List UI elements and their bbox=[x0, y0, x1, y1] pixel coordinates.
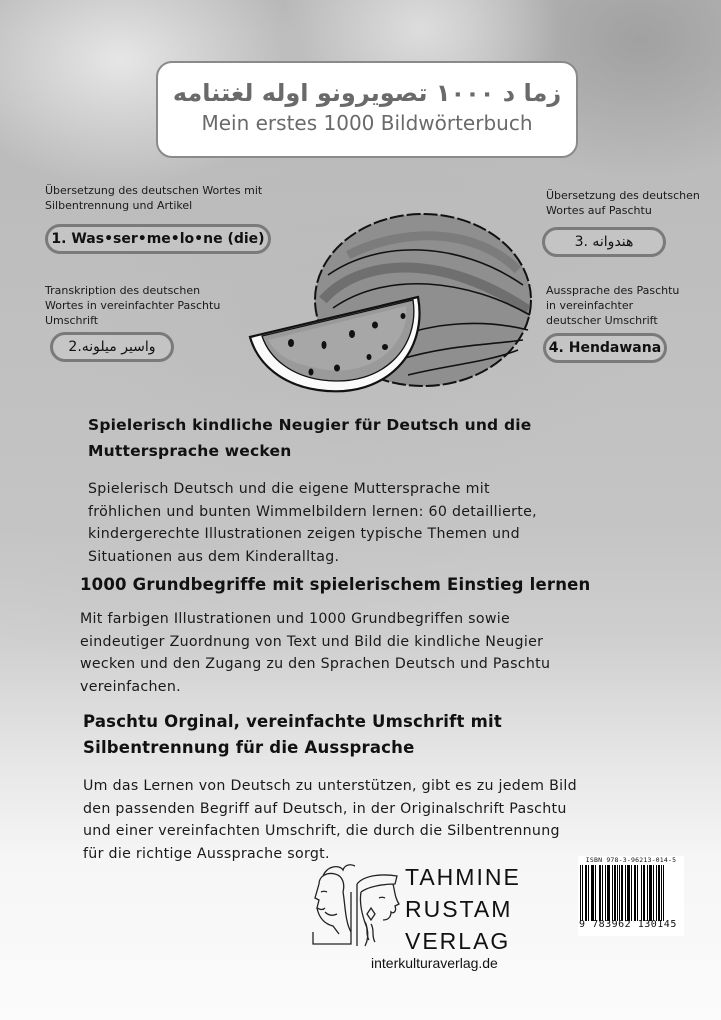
isbn-barcode bbox=[578, 856, 684, 936]
title-german: Mein erstes 1000 Bildwörterbuch bbox=[201, 111, 533, 135]
section-heading: 1000 Grundbegriffe mit spielerischem Einstieg lernen bbox=[80, 575, 591, 594]
section-pronunciation bbox=[83, 709, 718, 865]
pill-pashto-word: 3. هندوانه bbox=[542, 227, 666, 257]
publisher-logo-faces-icon bbox=[305, 862, 405, 948]
section-heading: Paschtu Orginal, vereinfachte Umschrift mit Silbentrennung für die Aussprache bbox=[83, 712, 502, 757]
watermelon-illustration-icon bbox=[238, 200, 538, 400]
section-body: Spielerisch Deutsch und die eigene Muttersprache mit fröhlichen und bunten Wimmelbildern lernen: 60 detaillierte, kindergerechte Illustrationen zeigen typische Themen und Situationen aus dem Kinderalltag. bbox=[88, 481, 537, 565]
caption-pashto-transcription: Transkription des deutschen Wortes in vereinfachter Paschtu Umschrift bbox=[45, 284, 221, 327]
title-card bbox=[156, 61, 578, 158]
section-heading: Spielerisch kindliche Neugier für Deutsch und die Muttersprache wecken bbox=[88, 416, 532, 460]
pill-pashto-transcription: 2.واسیر میلونه bbox=[50, 332, 174, 362]
isbn-digits: 9 783962 130145 bbox=[579, 919, 677, 930]
section-body: Mit farbigen Illustrationen und 1000 Grundbegriffen sowie eindeutiger Zuordnung von Text und Bild die kindliche Neugier wecken und den Zugang zu den Sprachen Deutsch und Paschtu vereinfachen. bbox=[80, 611, 551, 695]
section-curiosity bbox=[88, 412, 688, 568]
section-basic-terms bbox=[80, 572, 710, 698]
pill-pronunciation: 4. Hendawana bbox=[543, 333, 667, 363]
isbn-label: ISBN 978-3-96213-014-5 bbox=[585, 856, 677, 864]
barcode-bars-icon bbox=[580, 865, 682, 921]
caption-german-translation: Übersetzung des deutschen Wortes mit Silbentrennung und Artikel bbox=[45, 184, 263, 212]
section-body: Um das Lernen von Deutsch zu unterstützen, gibt es zu jedem Bild den passenden Begriff auf Deutsch, in der Originalschrift Paschtu und einer vereinfachten Umschrift, die durch die Silbentrennung für die richtige Aussprache sorgt. bbox=[83, 778, 577, 862]
caption-pashto-translation: Übersetzung des deutschen Wortes auf Paschtu bbox=[546, 189, 700, 217]
title-pashto: زما د ۱۰۰۰ تصویرونو اوله لغتنامه bbox=[172, 79, 562, 107]
pill-german-word: 1. Was•ser•me•lo•ne (die) bbox=[45, 224, 271, 254]
publisher-url[interactable]: interkulturaverlag.de bbox=[371, 955, 498, 971]
caption-pronunciation: Aussprache des Paschtu in vereinfachter deutscher Umschrift bbox=[546, 284, 680, 327]
publisher-name: TAHMINE RUSTAM VERLAG bbox=[405, 864, 521, 954]
